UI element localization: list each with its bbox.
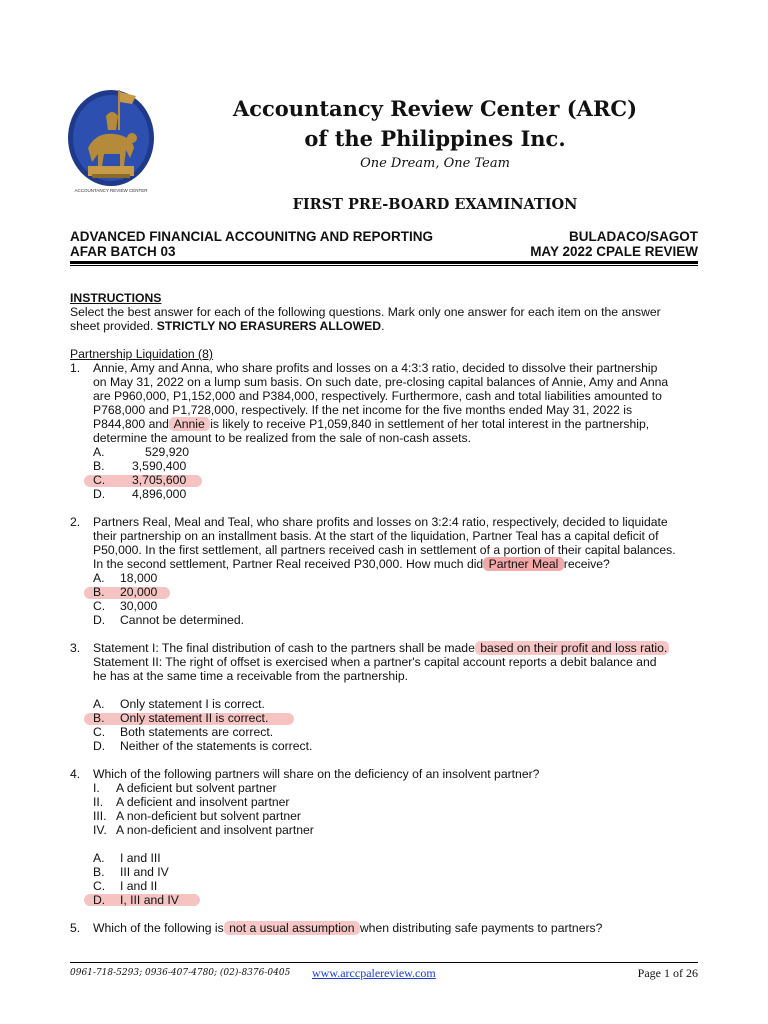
q2-line2: their partnership on an installment basis. At the start of the liquidation, Partner Teal has a capital deficit of [93,529,659,543]
q2-line4-a: In the second settlement, Partner Real received P30,000. How much did [93,557,484,571]
q3-option-letter: B. [93,711,105,725]
q2-line3: P50,000. In the first settlement, all partners received cash in settlement of a portion of their capital balances. [93,543,676,557]
authors-label: BULADACO/SAGOT [569,229,698,244]
org-title-line2: of the Philippines Inc. [304,126,566,151]
q4-number: 4. [70,767,81,781]
q3-line3: he has at the same time a receivable from the partnership. [93,669,409,683]
exam-title: FIRST PRE-BOARD EXAMINATION [292,196,578,213]
instructions-line2 [70,320,698,334]
q1-line2: on May 31, 2022 on a lump sum basis. On such date, pre-closing capital balances of Annie, Amy and Anna [93,375,669,389]
org-title-line1: Accountancy Review Center (ARC) [232,96,638,121]
q2-line4 [93,558,698,572]
q3-option-text: Neither of the statements is correct. [120,739,313,753]
q4-option-letter: A. [93,851,105,865]
q3-option-text: Both statements are correct. [120,725,274,739]
q3-option-letter: C. [93,725,106,739]
q3-option-text: Only statement I is correct. [120,697,265,711]
instructions-heading: INSTRUCTIONS [70,291,162,305]
q4-roman-text: A deficient and insolvent partner [116,795,290,809]
review-label: MAY 2022 CPALE REVIEW [530,244,698,259]
q2-option-letter: A. [93,571,105,585]
q2-option-letter: B. [93,585,105,599]
q1-option-letter: A. [93,445,105,459]
q1-option-text: 529,920 [145,445,190,459]
q1-line5-b: is likely to receive P1,059,840 in settlement of her total interest in the partnership, [210,417,650,431]
q4-option-letter: C. [93,879,106,893]
q5-line1-a: Which of the following is [93,921,224,935]
q2-option-text: Cannot be determined. [120,613,244,627]
q3-line1-a: Statement I: The final distribution of cash to the partners shall be made [93,641,475,655]
q3-option-letter: D. [93,739,106,753]
q4-roman-text: A non-deficient but solvent partner [116,809,301,823]
header-rule-thin [70,265,698,266]
q4-line1: Which of the following partners will share on the deficiency of an insolvent partner? [93,767,540,781]
q1-line5 [93,418,698,432]
q4-option-letter: B. [93,865,105,879]
header-rule-thick [70,261,698,264]
footer-website-link[interactable]: www.arccpalereview.com [312,966,436,980]
q1-option-text: 4,896,000 [132,487,187,501]
instructions-line1: Select the best answer for each of the following questions. Mark only one answer for each item on the answer [70,305,661,319]
q1-line5-a: P844,800 and [93,417,169,431]
q4-option-letter: D. [93,893,106,907]
q5-line1 [93,922,698,936]
q3-number: 3. [70,641,81,655]
q1-option-text: 3,705,600 [132,473,187,487]
q3-line1 [93,642,698,656]
q2-option-letter: D. [93,613,106,627]
q1-option-letter: B. [93,459,105,473]
instructions-warning: STRICTLY NO ERASURERS ALLOWED [156,319,382,333]
q4-option-text: III and IV [120,865,169,879]
q2-option-text: 18,000 [120,571,158,585]
q5-number: 5. [70,921,81,935]
q2-line4-b: receive? [563,557,610,571]
instructions-line2-end: . [381,319,385,333]
q2-option-letter: C. [93,599,106,613]
q2-line1: Partners Real, Meal and Teal, who share profits and losses on 3:2:4 ratio, respectively, decided to liquidate [93,515,668,529]
q1-line1: Annie, Amy and Anna, who share profits and losses on a 4:3:3 ratio, decided to dissolve their partnership [93,361,658,375]
q1-line6: determine the amount to be realized from the sale of non-cash assets. [93,431,472,445]
q1-number: 1. [70,361,81,375]
batch-label: AFAR BATCH 03 [70,244,176,259]
q1-line4: P768,000 and P1,728,000, respectively. If the net income for the five months ended May 31, 2022 is [93,403,633,417]
subject-title: ADVANCED FINANCIAL ACCOUNITNG AND REPORTING [70,229,433,244]
footer-rule [70,962,698,963]
q3-line2: Statement II: The right of offset is exercised when a partner's capital account reports a debit balance and [93,655,657,669]
q1-option-letter: D. [93,487,106,501]
q4-roman-numeral: IV. [93,823,107,837]
q4-option-text: I, III and IV [120,893,179,907]
page-number: Page 1 of 26 [637,966,698,980]
q1-option-text: 3,590,400 [132,459,187,473]
q4-roman-text: A deficient but solvent partner [116,781,277,795]
motto: One Dream, One Team [360,156,510,171]
q2-option-text: 20,000 [120,585,158,599]
logo-caption: ACCOUNTANCY REVIEW CENTER [74,188,148,193]
q5-line1-b: when distributing safe payments to partners? [359,921,603,935]
footer-phone-numbers: 0961-718-5293; 0936-407-4780; (02)-8376-0405 [70,968,291,978]
q5-highlight-not-usual: not a usual assumption [225,921,358,935]
q4-roman-numeral: III. [93,809,107,823]
instructions-line2-text: sheet provided. [70,319,157,333]
q1-line3: are P960,000, P1,152,000 and P384,000, respectively. Furthermore, cash and total liabilities amounted to [93,389,662,403]
q1-highlight-annie: Annie [170,417,209,431]
section-heading: Partnership Liquidation (8) [70,347,213,361]
q4-roman-text: A non-deficient and insolvent partner [116,823,314,837]
arc-logo [66,86,156,198]
q3-highlight-ratio: based on their profit and loss ratio. [476,641,668,655]
q2-number: 2. [70,515,81,529]
q4-roman-numeral: I. [93,781,100,795]
q3-option-text: Only statement II is correct. [120,711,269,725]
q2-highlight-partner-meal: Partner Meal [485,557,562,571]
q3-option-letter: A. [93,697,105,711]
q1-option-letter: C. [93,473,106,487]
q2-option-text: 30,000 [120,599,158,613]
q4-roman-numeral: II. [93,795,104,809]
q4-option-text: I and II [120,879,158,893]
q4-option-text: I and III [120,851,161,865]
